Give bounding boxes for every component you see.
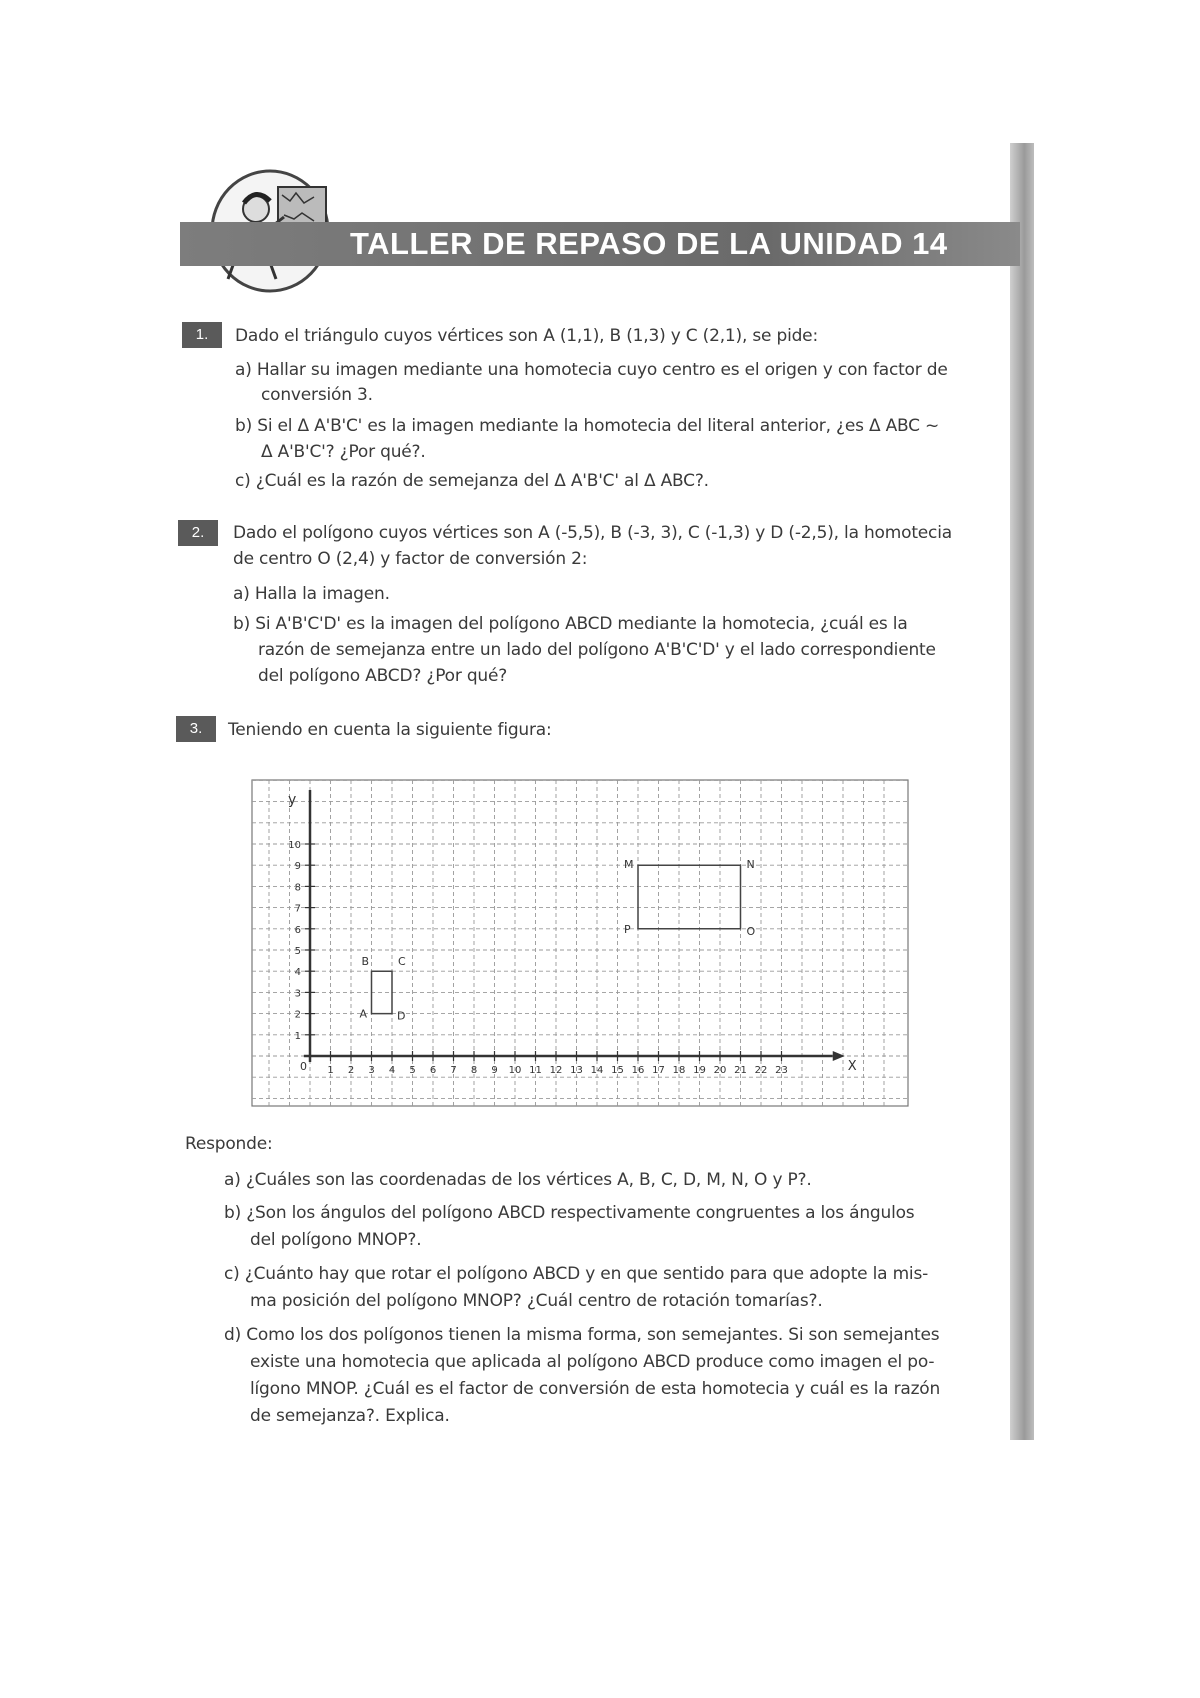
x-tick-label: 2	[347, 1065, 355, 1076]
x-tick-label: 19	[693, 1065, 706, 1076]
origin-label: 0	[300, 1060, 307, 1073]
y-tick-label: 7	[294, 903, 301, 915]
x-tick-label: 8	[470, 1065, 478, 1076]
q1-c-line1: c) ¿Cuál es la razón de semejanza del Δ A'B'C' al Δ ABC?.	[235, 471, 709, 491]
y-tick-label: 8	[294, 882, 301, 894]
x-tick-label: 6	[429, 1065, 437, 1076]
q2-b-line1: b) Si A'B'C'D' es la imagen del polígono ABCD mediante la homotecia, ¿cuál es la	[233, 614, 908, 634]
coordinate-grid-figure	[250, 778, 910, 1108]
y-tick-label: 2	[294, 1009, 301, 1021]
responde-d-line4: de semejanza?. Explica.	[250, 1406, 450, 1426]
responde-a-line1: a) ¿Cuáles son las coordenadas de los vértices A, B, C, D, M, N, O y P?.	[224, 1170, 812, 1190]
vertex-label-n: N	[746, 858, 755, 872]
responde-c-line2: ma posición del polígono MNOP? ¿Cuál centro de rotación tomarías?.	[250, 1291, 823, 1311]
x-tick-label: 18	[672, 1065, 686, 1076]
q1-intro: Dado el triángulo cuyos vértices son A (1,1), B (1,3) y C (2,1), se pide:	[235, 326, 818, 346]
polygon-mnop	[638, 865, 741, 929]
x-tick-label: 4	[388, 1065, 396, 1076]
x-tick-label: 23	[775, 1065, 788, 1076]
q3-intro: Teniendo en cuenta la siguiente figura:	[228, 720, 552, 740]
responde-b-line1: b) ¿Son los ángulos del polígono ABCD respectivamente congruentes a los ángulos	[224, 1203, 915, 1223]
x-tick-label: 10	[508, 1065, 522, 1076]
y-tick-label: 5	[294, 946, 301, 957]
y-tick-label: 10	[288, 840, 301, 851]
y-tick-label: 3	[294, 988, 301, 1000]
vertex-label-o: O	[746, 924, 756, 938]
x-tick-label: 17	[652, 1065, 665, 1076]
responde-d-line3: lígono MNOP. ¿Cuál es el factor de conversión de esta homotecia y cuál es la razón	[250, 1379, 941, 1399]
responde-d-line1: d) Como los dos polígonos tienen la misma forma, son semejantes. Si son semejantes	[224, 1325, 940, 1345]
question-number-3: 3.	[176, 716, 216, 742]
x-tick-label: 1	[327, 1065, 334, 1076]
y-axis-label: y	[288, 792, 297, 808]
x-tick-label: 7	[450, 1065, 457, 1076]
q2-a-line1: a) Halla la imagen.	[233, 584, 390, 604]
q1-b-line1: b) Si el Δ A'B'C' es la imagen mediante la homotecia del literal anterior, ¿es Δ ABC ~	[235, 416, 940, 436]
vertex-label-d: D	[397, 1009, 406, 1023]
x-tick-label: 16	[631, 1065, 645, 1076]
x-tick-label: 5	[409, 1065, 416, 1076]
vertex-label-a: A	[359, 1007, 368, 1021]
q2-line2: de centro O (2,4) y factor de conversión 2:	[233, 549, 588, 569]
x-tick-label: 14	[590, 1065, 604, 1076]
vertex-label-b: B	[361, 955, 370, 969]
x-tick-label: 22	[754, 1065, 768, 1076]
page-edge-shadow	[1010, 143, 1034, 1440]
responde-c-line1: c) ¿Cuánto hay que rotar el polígono ABCD y en que sentido para que adopte la mis-	[224, 1264, 929, 1284]
y-tick-label: 6	[294, 924, 301, 936]
page-title: TALLER DE REPASO DE LA UNIDAD 14	[350, 226, 948, 261]
responde-heading: Responde:	[185, 1134, 273, 1154]
x-tick-label: 3	[368, 1065, 375, 1076]
x-tick-label: 15	[611, 1065, 624, 1076]
x-axis-label: X	[847, 1059, 857, 1074]
responde-b-line2: del polígono MNOP?.	[250, 1230, 422, 1250]
x-tick-label: 20	[713, 1065, 727, 1076]
y-tick-label: 9	[294, 861, 301, 873]
vertex-labels	[360, 858, 756, 1022]
x-tick-label: 12	[549, 1065, 563, 1076]
question-number-1: 1.	[182, 322, 222, 348]
x-tick-label: 13	[570, 1065, 583, 1076]
q2-b-line3: del polígono ABCD? ¿Por qué?	[258, 666, 508, 686]
y-tick-label: 1	[294, 1030, 301, 1042]
vertex-label-p: P	[624, 922, 631, 936]
vertex-label-c: C	[398, 955, 406, 969]
responde-d-line2: existe una homotecia que aplicada al polígono ABCD produce como imagen el po-	[250, 1352, 935, 1372]
x-axis-arrow-icon	[833, 1051, 845, 1061]
q2-b-line2: razón de semejanza entre un lado del polígono A'B'C'D' y el lado correspondiente	[258, 640, 936, 660]
q1-a-line2: conversión 3.	[261, 385, 373, 405]
x-tick-label: 9	[491, 1065, 498, 1076]
q1-a-line1: a) Hallar su imagen mediante una homotecia cuyo centro es el origen y con factor de	[235, 360, 948, 380]
vertex-label-m: M	[624, 858, 634, 872]
x-tick-label: 21	[734, 1065, 747, 1076]
x-tick-label: 11	[529, 1065, 542, 1076]
question-number-2: 2.	[178, 520, 218, 546]
q1-b-line2: Δ A'B'C'? ¿Por qué?.	[261, 442, 426, 462]
y-tick-label: 4	[294, 967, 301, 979]
q2-line1: Dado el polígono cuyos vértices son A (-5,5), B (-3, 3), C (-1,3) y D (-2,5), la homotecia	[233, 523, 952, 543]
